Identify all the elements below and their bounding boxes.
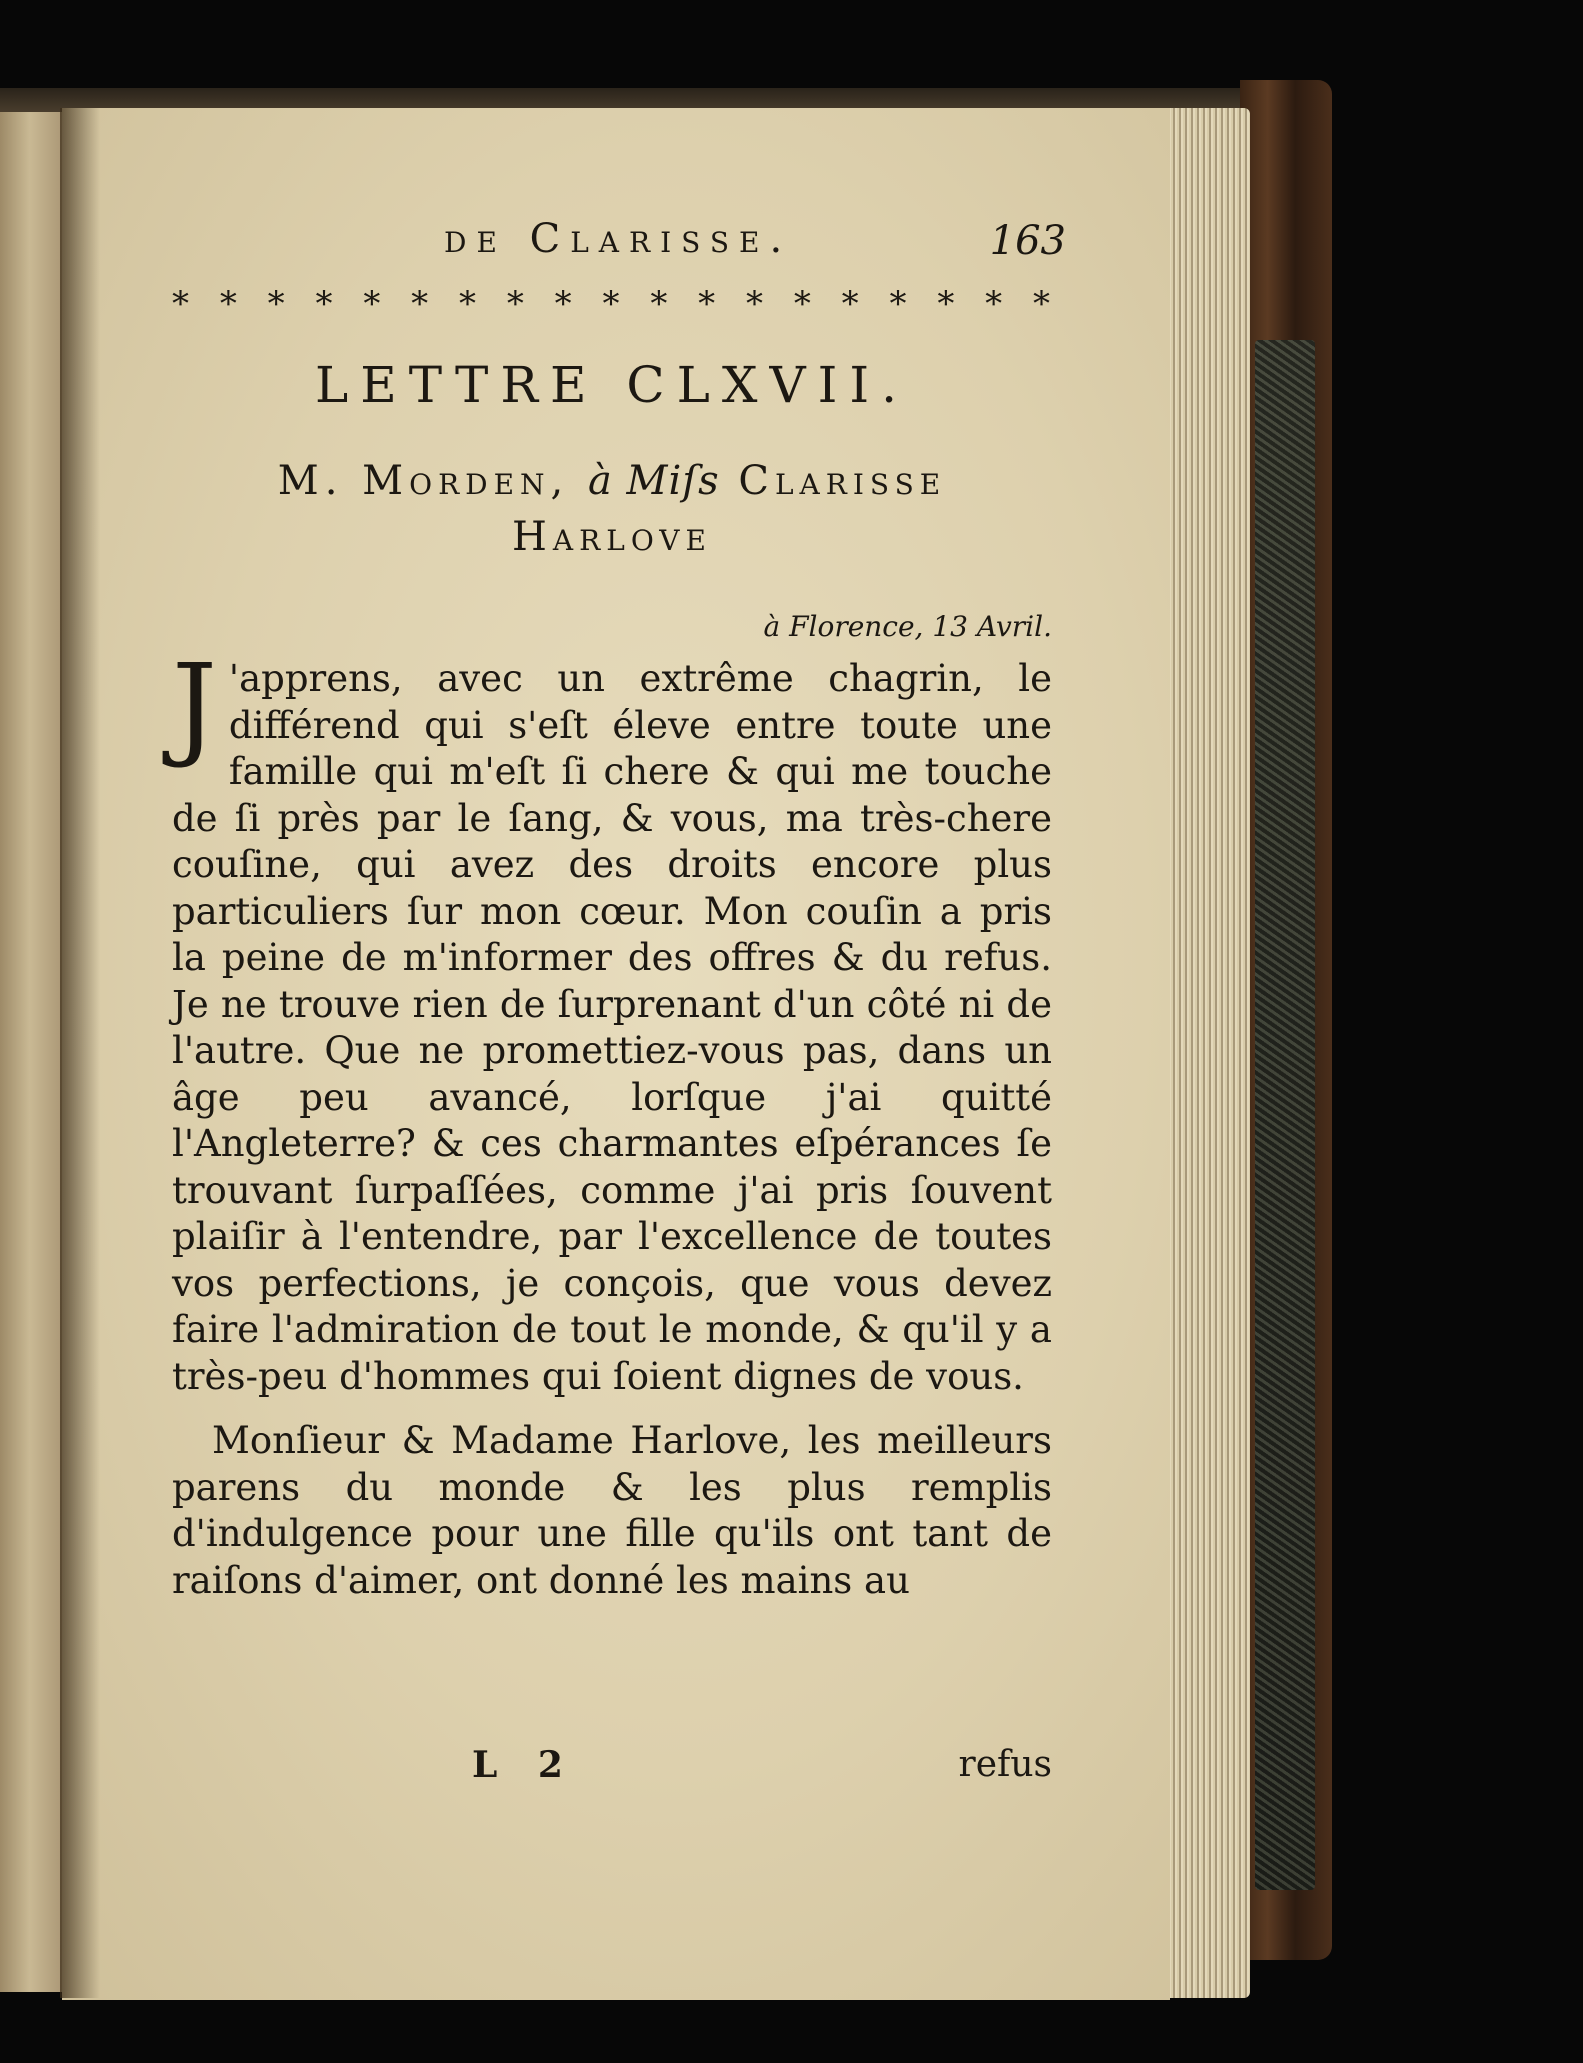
running-title: de Clarisse.	[444, 216, 793, 262]
salutation-to: Clarisse	[719, 458, 947, 504]
previous-page-edge	[0, 112, 68, 1992]
gutter-shadow	[60, 108, 100, 1998]
book-page	[62, 108, 1170, 2000]
signature-mark: L 2	[472, 1744, 577, 1786]
marbled-cover-panel	[1255, 340, 1315, 1890]
salutation-line-2: Harlove	[512, 514, 712, 560]
asterisk-ornament: * * * * * * * * * * * * * * * * * * *	[172, 284, 1052, 324]
page-edges	[1165, 108, 1250, 1998]
salutation-line-1	[172, 453, 1052, 509]
letter-body	[172, 641, 1052, 1604]
dateline: à Florence, 13 Avril.	[763, 610, 1052, 643]
salutation-from: M. Morden,	[277, 458, 588, 504]
page-footer	[172, 1744, 1052, 1794]
salutation	[172, 453, 1052, 565]
paragraph-1	[172, 641, 1052, 1400]
letter-title: LETTRE CLXVII.	[315, 356, 909, 414]
running-head	[172, 216, 1066, 276]
drop-cap: J	[172, 641, 217, 771]
catchword: refus	[958, 1744, 1052, 1785]
page-number: 163	[989, 218, 1066, 264]
salutation-connector: à Miſs	[587, 458, 720, 504]
paragraph-2: Monſieur & Madame Harlove, les meilleurs parens du monde & les plus remplis d'indulgence pour une fille qu'ils ont tant de raiſons d'aimer, ont donné les mains au	[172, 1419, 1052, 1602]
paragraph-1-text: 'apprens, avec un extrême chagrin, le différend qui s'eſt éleve entre toute une famille qui m'eſt ſi chere & qui me touche de ſi près par le ſang, & vous, ma très-chere couſine, qui avez des droits encore plus particuliers ſur mon cœur. Mon couſin a pris la peine de m'informer des offres & du refus. Je ne trouve rien de ſurprenant d'un côté ni de l'autre. Que ne promettiez-vous pas, dans un âge peu avancé, lorſque j'ai quitté l'Angleterre? & ces charmantes eſpérances ſe trouvant ſurpaſſées, comme j'ai pris ſouvent plaiſir à l'entendre, par l'excellence de toutes vos perfections, je conçois, que vous devez faire l'admiration de tout le monde, & qu'il y a très-peu d'hommes qui ſoient dignes de vous.	[172, 657, 1052, 1398]
